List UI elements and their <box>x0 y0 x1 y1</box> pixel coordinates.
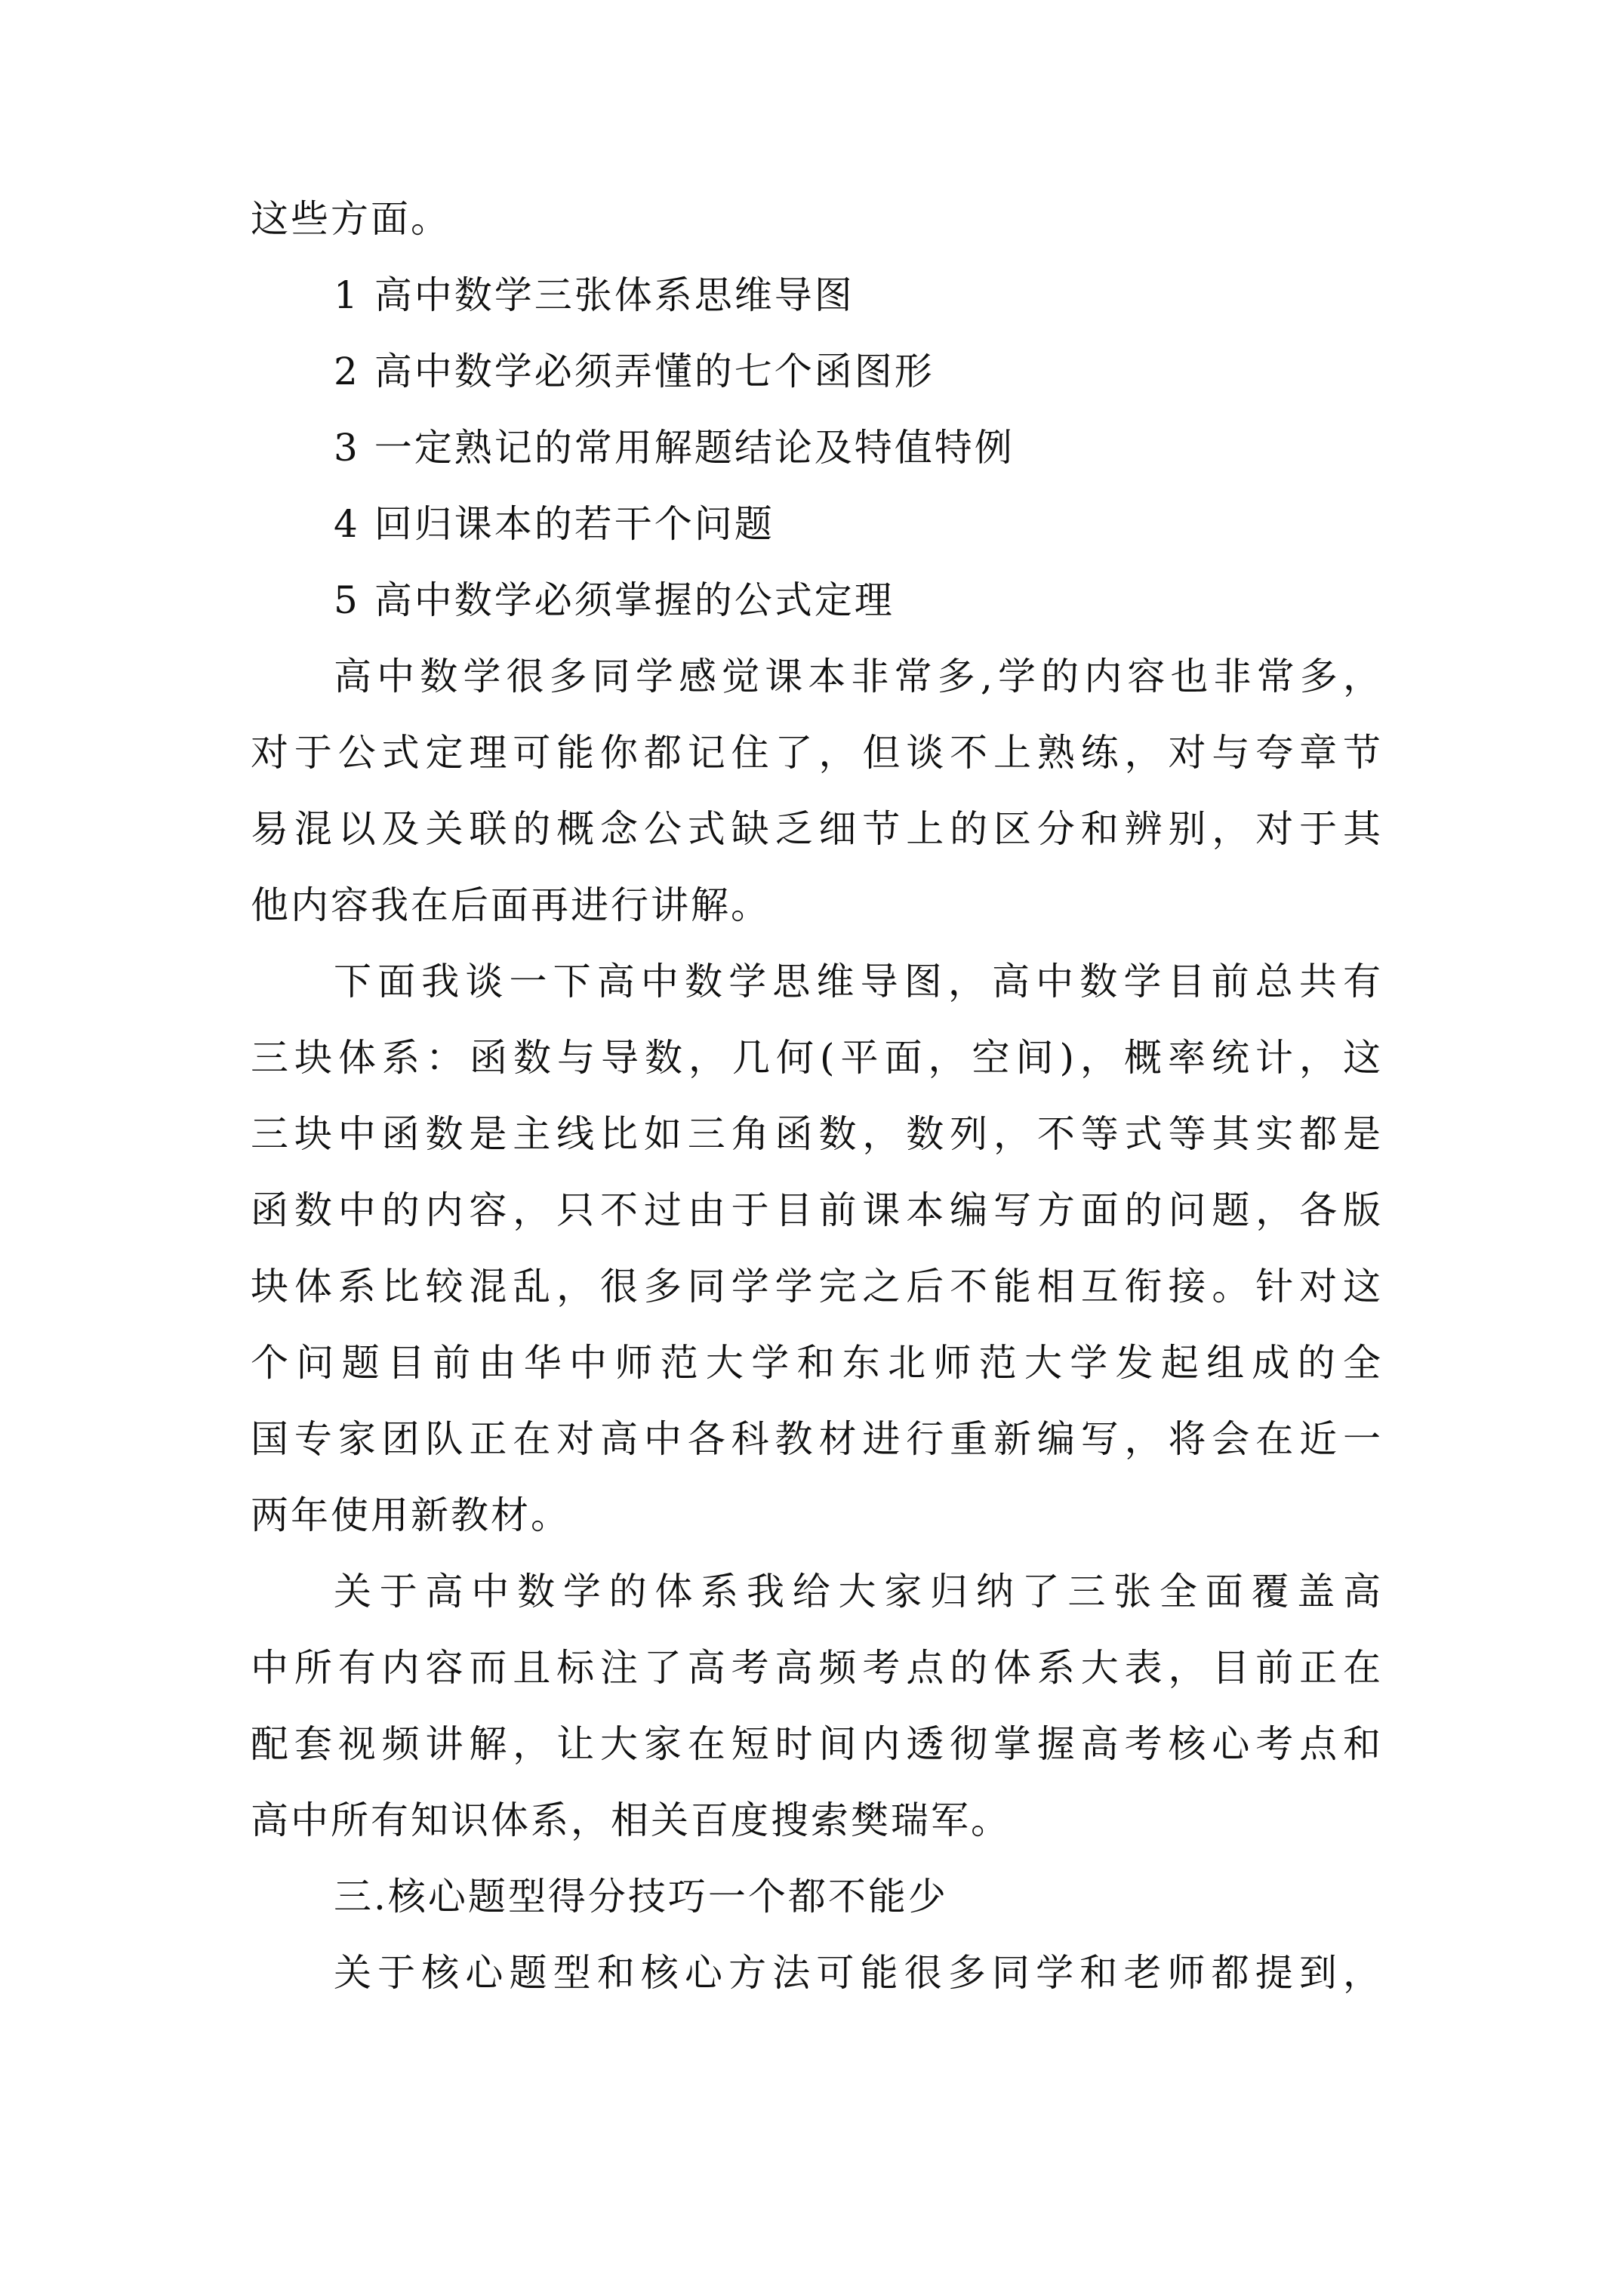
document-body <box>251 181 1383 2011</box>
text-line: 2 高中数学必须弄懂的七个函图形 <box>334 350 935 393</box>
text-line: 对于公式定理可能你都记住了，但谈不上熟练，对与夸章节 <box>251 731 1383 775</box>
text-line: 中所有内容而且标注了高考高频考点的体系大表，目前正在 <box>251 1646 1383 1690</box>
text-line: 3 一定熟记的常用解题结论及特值特例 <box>334 426 1015 470</box>
text-line: 易混以及关联的概念公式缺乏细节上的区分和辨别，对于其 <box>251 807 1383 851</box>
text-line: 5 高中数学必须掌握的公式定理 <box>334 578 895 622</box>
text-line: 他内容我在后面再进行讲解。 <box>251 883 771 927</box>
text-line: 4 回归课本的若干个问题 <box>334 502 775 546</box>
text-line: 高中数学很多同学感觉课本非常多,学的内容也非常多， <box>334 655 1383 698</box>
text-line: 高中所有知识体系，相关百度搜索樊瑞军。 <box>251 1798 1011 1842</box>
text-line: 配套视频讲解，让大家在短时间内透彻掌握高考核心考点和 <box>251 1722 1383 1766</box>
text-line: 下面我谈一下高中数学思维导图，高中数学目前总共有 <box>334 960 1383 1003</box>
text-line: 三.核心题型得分技巧一个都不能少 <box>334 1875 948 1918</box>
text-line: 关于高中数学的体系我给大家归纳了三张全面覆盖高 <box>334 1570 1383 1613</box>
text-line: 这些方面。 <box>251 197 451 241</box>
text-line: 三块中函数是主线比如三角函数，数列，不等式等其实都是 <box>251 1112 1383 1156</box>
text-line: 国专家团队正在对高中各科教材进行重新编写，将会在近一 <box>251 1417 1383 1461</box>
text-line: 个问题目前由华中师范大学和东北师范大学发起组成的全 <box>251 1341 1383 1385</box>
text-line: 块体系比较混乱，很多同学学完之后不能相互衔接。针对这 <box>251 1265 1383 1308</box>
text-line: 1 高中数学三张体系思维导图 <box>334 273 855 317</box>
text-line: 两年使用新教材。 <box>251 1493 571 1537</box>
text-line: 关于核心题型和核心方法可能很多同学和老师都提到， <box>334 1951 1383 1995</box>
text-line: 三块体系：函数与导数，几何(平面，空间)，概率统计，这 <box>251 1036 1383 1080</box>
text-line: 函数中的内容，只不过由于目前课本编写方面的问题，各版 <box>251 1188 1383 1232</box>
